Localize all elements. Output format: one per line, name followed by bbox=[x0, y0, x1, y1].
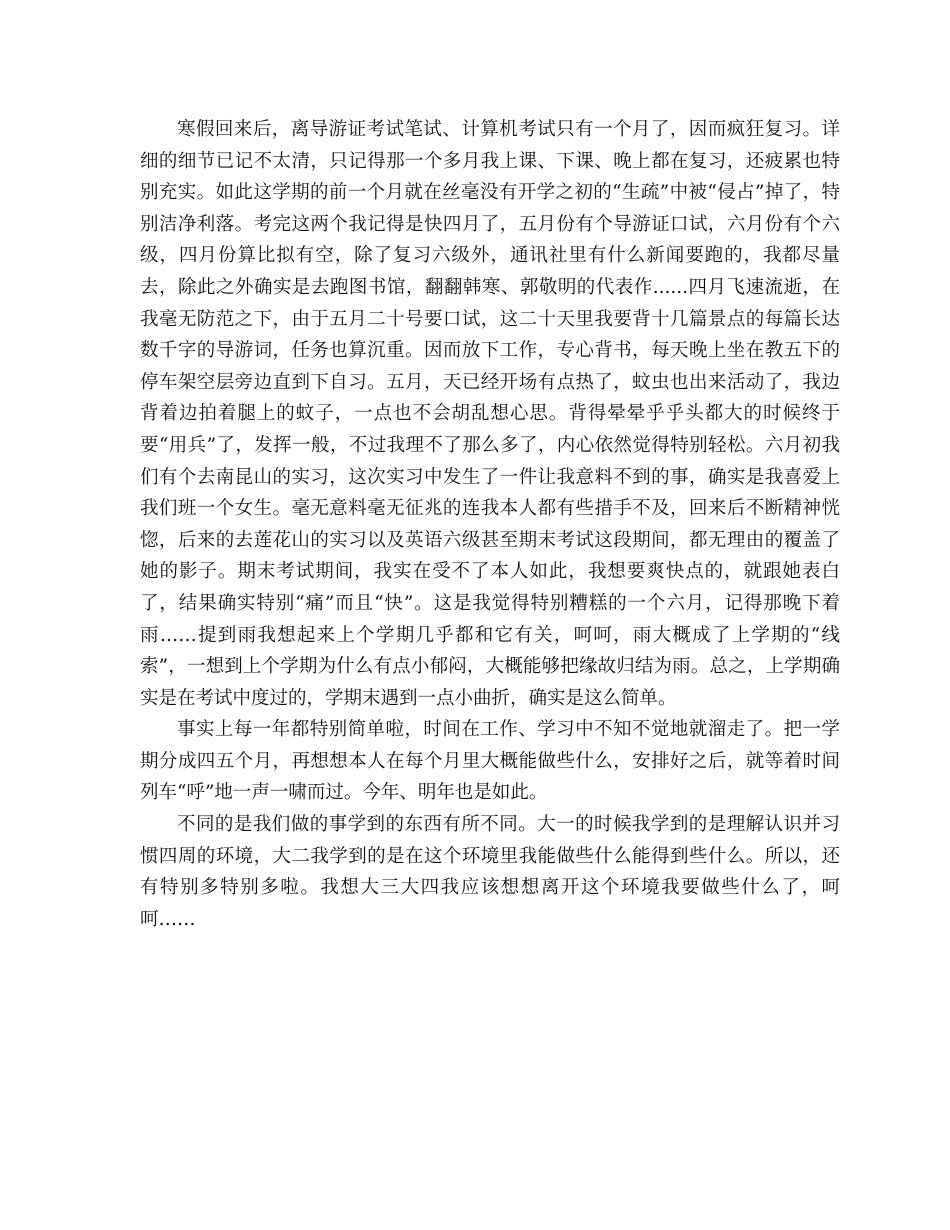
paragraph-2: 事实上每一年都特别简单啦，时间在工作、学习中不知不觉地就溜走了。把一学期分成四五个月，再想想本人在每个月里大概能做些什么，安排好之后，就等着时间列车“呼”地一声一啸而过。今年、明年也是如此。 bbox=[140, 719, 840, 804]
document-body bbox=[140, 114, 840, 935]
paragraph-3: 不同的是我们做的事学到的东西有所不同。大一的时候我学到的是理解认识并习惯四周的环境，大二我学到的是在这个环境里我能做些什么能得到些什么。所以，还有特别多特别多啦。我想大三大四我应该想想离开这个环境我要做些什么了，呵呵…… bbox=[140, 814, 840, 930]
paragraph-1: 寒假回来后，离导游证考试笔试、计算机考试只有一个月了，因而疯狂复习。详细的细节已记不太清，只记得那一个多月我上课、下课、晚上都在复习，还疲累也特别充实。如此这学期的前一个月就在丝毫没有开学之初的“生疏”中被“侵占”掉了，特别洁净利落。考完这两个我记得是快四月了，五月份有个导游证口试，六月份有个六级，四月份算比拟有空，除了复习六级外，通讯社里有什么新闻要跑的，我都尽量去，除此之外确实是去跑图书馆，翻翻韩寒、郭敬明的代表作......四月飞速流逝，在我毫无防范之下，由于五月二十号要口试，这二十天里我要背十几篇景点的每篇长达数千字的导游词，任务也算沉重。因而放下工作，专心背书，每天晚上坐在教五下的停车架空层旁边直到下自习。五月，天已经开场有点热了，蚊虫也出来活动了，我边背着边拍着腿上的蚊子，一点也不会胡乱想心思。背得晕晕乎乎头都大的时候终于要“用兵”了，发挥一般，不过我理不了那么多了，内心依然觉得特别轻松。六月初我们有个去南昆山的实习，这次实习中发生了一件让我意料不到的事，确实是我喜爱上我们班一个女生。毫无意料毫无征兆的连我本人都有些措手不及，回来后不断精神恍惚，后来的去莲花山的实习以及英语六级甚至期末考试这段期间，都无理由的覆盖了她的影子。期末考试期间，我实在受不了本人如此，我想要爽快点的，就跟她表白了，结果确实特别“痛”而且“快”。这是我觉得特别糟糕的一个六月，记得那晚下着雨……提到雨我想起来上个学期几乎都和它有关，呵呵，雨大概成了上学期的“线索”，一想到上个学期为什么有点小郁闷，大概能够把缘故归结为雨。总之，上学期确实是在考试中度过的，学期末遇到一点小曲折，确实是这么简单。 bbox=[140, 119, 840, 709]
